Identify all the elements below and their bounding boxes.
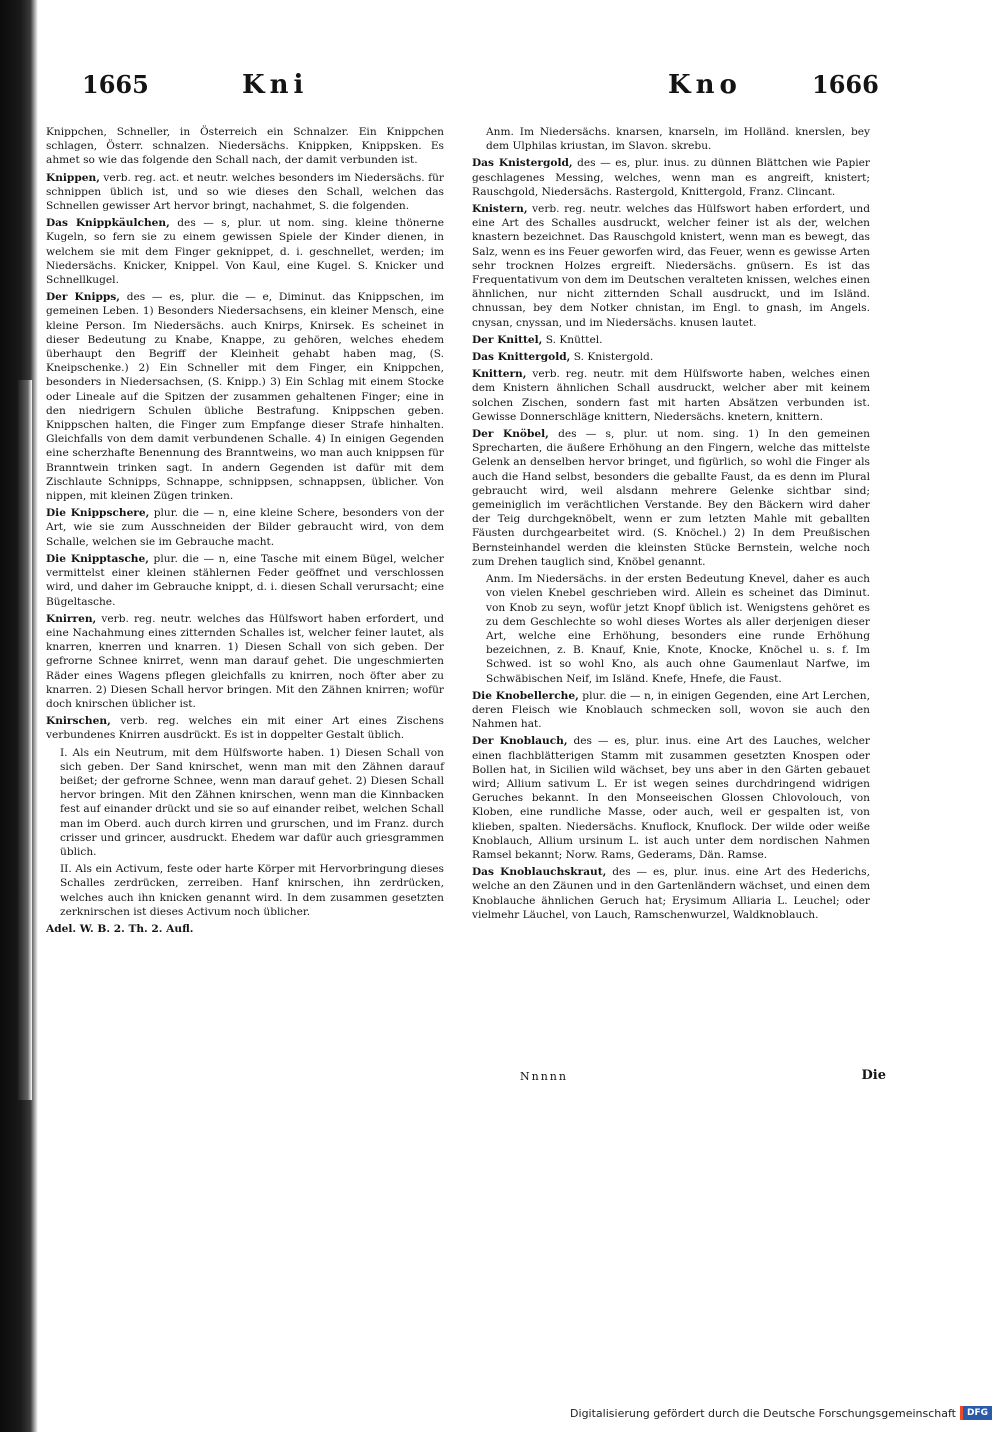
entry-text: S. Knistergold. bbox=[573, 351, 654, 364]
left-running-head: Kni bbox=[242, 70, 309, 100]
dictionary-entry bbox=[472, 427, 870, 569]
entry-text: verb. reg. neutr. mit dem Hülfsworte haben, welches einen dem Knistern ähnlichen Schall ausdruckt, welcher aber mit keinem solchen Zischen, sondern fast mit harten Absätzen verbunden ist. Gewisse Donnerschläge knittern, Niedersächs. knetern, knittern. bbox=[472, 368, 870, 423]
dictionary-entry bbox=[46, 171, 444, 214]
entry-text: S. Knüttel. bbox=[545, 333, 603, 346]
headword: Der Knoblauch, bbox=[472, 735, 568, 748]
dictionary-entry bbox=[46, 612, 444, 711]
dictionary-entry bbox=[472, 689, 870, 732]
entry-text: verb. reg. welches ein mit einer Art eines Zischens verbundenes Knirren ausdrückt. Es ist in doppelter Gestalt üblich. bbox=[46, 715, 444, 742]
dictionary-entry bbox=[472, 333, 870, 347]
left-page-number: 1665 bbox=[82, 70, 149, 99]
headword: Knittern, bbox=[472, 368, 527, 381]
entry-text: verb. reg. act. et neutr. welches besonders im Niedersächs. für schnippen üblich ist, und so wie dieses den Schall, welchen das Schnellen gewisser Art hervor bringt, nachahmet, S. die folgenden. bbox=[46, 171, 444, 213]
dictionary-entry bbox=[46, 714, 444, 742]
signature-mark: Nnnnn bbox=[520, 1070, 568, 1083]
headword: Der Knittel, bbox=[472, 333, 543, 346]
volume-signature: Adel. W. B. 2. Th. 2. Aufl. bbox=[46, 922, 194, 935]
dictionary-note bbox=[46, 746, 444, 860]
entry-text: II. Als ein Activum, feste oder harte Körper mit Hervorbringung dieses Schalles zerdrücken, zerreiben. Hanf knirschen, ihn zerdrücken, welches auch ihn knicken genannt wird. In dem zusammen gesetzten zerknirschen ist dieses Activum noch üblicher. bbox=[60, 863, 444, 918]
dictionary-page bbox=[46, 70, 896, 1083]
headword: Die Knobellerche, bbox=[472, 689, 579, 702]
digitization-footer bbox=[570, 1404, 992, 1422]
headword: Die Knippschere, bbox=[46, 507, 150, 520]
headword: Knirschen, bbox=[46, 715, 111, 728]
dictionary-entry bbox=[472, 367, 870, 424]
dictionary-entry bbox=[46, 506, 444, 549]
dictionary-entry bbox=[46, 216, 444, 287]
headword: Knistern, bbox=[472, 203, 528, 216]
entry-text: Anm. Im Niedersächs. knarsen, knarseln, im Holländ. knerslen, bey dem Ulphilas kriustan, im Slavon. skrebu. bbox=[486, 126, 870, 153]
entry-text: plur. die — n, in einigen Gegenden, eine Art Lerchen, deren Fleisch wie Knoblauch schmecken soll, wovon sie auch den Nahmen hat. bbox=[472, 689, 870, 731]
entry-text: I. Als ein Neutrum, mit dem Hülfsworte haben. 1) Diesen Schall von sich geben. Der Sand knirschet, wenn man mit den Zähnen darauf beißet; der gefrorne Schnee, wenn man darauf gehet. 2) Diesen Schall hervor bringen. Mit den Zähnen knirschen, wenn man die Kinnbacken fest auf einander drückt und sie so auf einander reibet, welchen Schall man im Oberd. auch durch kirren und grurschen, und im Franz. durch crisser und grincer, ausdruckt. Ehedem war dafür auch griesgrammen üblich. bbox=[60, 746, 444, 858]
headword: Knirren, bbox=[46, 612, 97, 625]
dictionary-entry bbox=[46, 290, 444, 503]
headword: Knippen, bbox=[46, 171, 100, 184]
entry-text: Anm. Im Niedersächs. in der ersten Bedeutung Knevel, daher es auch von vielen Knebel geschrieben wird. Allein es scheinet das Diminut. von Knob zu seyn, wofür jetzt Knopf üblich ist. Wenigstens gehöret es zu dem Geschlechte so wohl dieses Wortes als aller derjenigen dieser Art, welche eine Erhöhung, besonders eine runde Erhöhung bezeichnen, z. B. Knauf, Knie, Knote, Knocke, Knöchel u. s. f. Im Schwed. ist so wohl Kno, als auch ohne Gaumenlaut Narfwe, im Schwäbischen Neif, im Isländ. Knefe, Hnefe, die Faust. bbox=[486, 573, 870, 685]
entry-text: des — es, plur. die — e, Diminut. das Knippschen, im gemeinen Leben. 1) Besonders Niedersachsens, ein kleiner Mensch, eine kleine Person. Im Niedersächs. auch Knirps, Knirsek. Es scheinet in dieser Bedeutung zu Knabe, Knappe, zu gehören, welches ehedem überhaupt den Begriff der Kleinheit gehabt haben mag, (S. Kneipschenke.) 2) Ein Schneller mit dem Finger, ein Knippchen, besonders in Niedersachsen, (S. Knipp.) 3) Ein Schlag mit einem Stocke oder Lineale auf die Spitzen der zusammen gehaltenen Finger; eine in den niedrigern Schulen übliche Bestrafung. Knippschen geben. Knippschen halten, die Finger zum Empfange dieser Strafe hinhalten. Gleichfalls von dem damit verbundenen Schalle. 4) In einigen Gegenden eine scherzhafte Benennung des Branntweins, wo man auch knippsen für Branntwein trinken sagt. In andern Gegenden ist dafür mit dem Zischlaute Schnipps, Schnappe, schnippsen, schnappsen, üblicher. Von nippen, mit kleinen Zügen trinken. bbox=[46, 291, 444, 503]
dictionary-entry bbox=[46, 125, 444, 168]
right-page-number: 1666 bbox=[812, 70, 879, 99]
entry-text: des — s, plur. ut nom. sing. 1) In den gemeinen Sprecharten, die äußere Erhöhung an den Fingern, welche das mittelste Gelenk an denselben hervor bringet, und figürlich, so wohl die Finger als auch die Hand selbst, besonders die geballte Faust, da es denn im Plural gebraucht wird, weil alsdann mehrere Gelenke sichtbar sind; gemeiniglich im verächtlichen Verstande. Bey den Bäckern wird daher der Teig durchgeknöbelt, wenn er zum letzten Mahle mit geballten Fäusten durchgearbeitet wird. (S. Knöchel.) 2) In dem Preußischen Bernsteinhandel werden die kleinsten Stücke Bernstein, welche noch zum Drehen tauglich sind, Knöbel genannt. bbox=[472, 428, 870, 568]
dictionary-note bbox=[472, 572, 870, 686]
dictionary-entry bbox=[472, 350, 870, 364]
headword: Das Knistergold, bbox=[472, 157, 573, 170]
dictionary-entry bbox=[472, 202, 870, 330]
headword: Der Knipps, bbox=[46, 291, 120, 304]
entry-text: plur. die — n, eine kleine Schere, besonders von der Art, wie sie zum Ausschneiden der Bilder gebraucht wird, von dem Schalle, welchen sie im Gebrauche macht. bbox=[46, 507, 444, 548]
entry-text: des — es, plur. inus. eine Art des Lauches, welcher einen flachblätterigen Stamm mit zusammen gesetzten Knospen oder Bollen hat, in Sicilien wild wächset, bey uns aber in den Gärten gebauet wird; Allium sativum L. Er ist wegen seines durchdringend widrigen Geruches bekannt. In den Monseeischen Glossen Chlovolouch, von Kloben, eine rundliche Masse, oder auch, weil er gespalten ist, von klieben, spalten. Niedersächs. Knuflock, Knuflock. Der wilde oder weiße Knoblauch, Allium ursinum L. ist auch unter dem nordischen Nahmen Ramsel bekannt; Norw. Rams, Gederams, Dän. Ramse. bbox=[472, 735, 870, 861]
dictionary-entry bbox=[472, 734, 870, 862]
entry-text: des — es, plur. inus. eine Art des Hederichs, welche an den Zäunen und in den Gartenländern wächset, und einen dem Knoblauche ähnlichen Geruch hat; Erysimum Alliaria L. Leuchel; oder vielmehr Läuchel, von Lauch, Ramschenwurzel, Waldknoblauch. bbox=[472, 866, 870, 921]
right-column bbox=[472, 125, 870, 925]
footer-credit: Digitalisierung gefördert durch die Deutsche Forschungsgemeinschaft bbox=[570, 1406, 956, 1420]
entry-text: plur. die — n, eine Tasche mit einem Bügel, welcher vermittelst einer kleinen stählernen Feder geöffnet und verschlossen wird, und daher im Gebrauche knippt, d. i. diesen Schall verursacht; eine Bügeltasche. bbox=[46, 552, 444, 608]
entry-text: verb. reg. neutr. welches das Hülfswort haben erfordert, und eine Art des Schalles ausdruckt, welcher feiner ist als der, welchen knastern bezeichnet. Das Rauschgold knistert, wenn man es bewegt, das Salz, wenn es ins Feuer geworfen wird, das Feuer, wenn es gewisse Arten sehr trocknen Holzes ergreift. Niedersächs. gnüsern. Es ist das Frequentativum von dem im Deutschen veralteten knissen, welches einen ähnlichen, nur nicht zitternden Schall ausdruckt, und im Isländ. chnussan, bey dem Notker chnistan, im Engl. to gnash, im Angels. cnysan, cnyssan, und im Niedersächs. knusen lautet. bbox=[472, 203, 870, 329]
headword: Das Knoblauchskraut, bbox=[472, 866, 607, 879]
catchword: Die bbox=[861, 1068, 886, 1083]
entry-text: verb. reg. neutr. welches das Hülfswort haben erfordert, und eine Nachahmung eines zitternden Schalles ist, welcher feiner lautet, als knarren, knerren und knarren. 1) Diesen Schall von sich geben. Der gefrorne Schnee knirret, wenn man darauf gehet. Die ungeschmierten Räder eines Wagens pflegen gleichfalls zu knirren, noch öfter aber zu knarren. 2) Diesen Schall hervor bringen. Mit den Zähnen knirren; wofür doch knirschen üblicher ist. bbox=[46, 612, 444, 710]
dictionary-entry bbox=[472, 865, 870, 922]
dfg-logo: DFG bbox=[960, 1406, 992, 1420]
dictionary-entry bbox=[472, 156, 870, 199]
left-column bbox=[46, 125, 444, 936]
headword: Der Knöbel, bbox=[472, 428, 549, 441]
headword: Das Knittergold, bbox=[472, 351, 571, 364]
entry-text: des — es, plur. inus. zu dünnen Blättchen wie Papier geschlagenes Messing, welches, wenn man es angreift, knistert; Rauschgold, Niedersächs. Rastergold, Knittergold, Franz. Clincant. bbox=[472, 157, 870, 198]
headword: Das Knippkäulchen, bbox=[46, 217, 170, 230]
entry-text: Knippchen, Schneller, in Österreich ein Schnalzer. Ein Knippchen schlagen, Österr. schnalzen. Niedersächs. Knippken, Knippsken. Es ahmet so wie das folgende den Schall nach, der damit verbunden ist. bbox=[46, 126, 444, 167]
scan-book-edge-shadow bbox=[18, 380, 32, 1100]
entry-text: des — s, plur. ut nom. sing. kleine thönerne Kugeln, so fern sie zu einem gewissen Spiele der Kinder dienen, in welchem sie mit dem Finger geknippet, d. i. geschnellet, werden; im Niedersächs. Knicker, Knippel. Von Kaul, eine Kugel. S. Knicker und Schnellkugel. bbox=[46, 217, 444, 287]
dictionary-note bbox=[46, 862, 444, 919]
dictionary-entry bbox=[46, 552, 444, 609]
right-running-head: Kno bbox=[668, 70, 742, 100]
headword: Die Knipptasche, bbox=[46, 552, 149, 565]
dictionary-note bbox=[472, 125, 870, 153]
